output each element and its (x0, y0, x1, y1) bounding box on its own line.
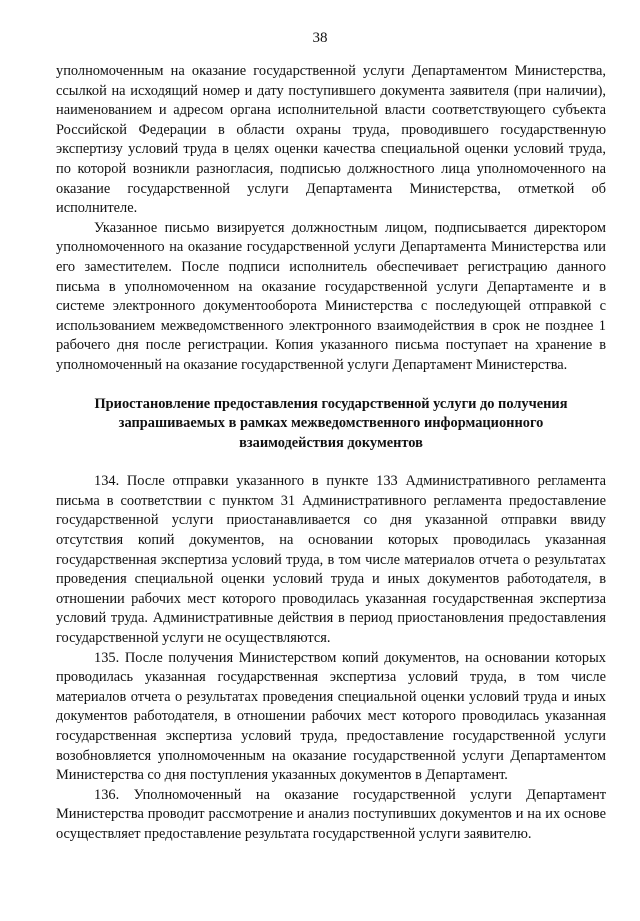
paragraph-continuation: уполномоченным на оказание государственной услуги Департаментом Министерства, ссылкой на исходящий номер и дату поступившего документа заявителя (при наличии), наименованием и адресом органа исполнительной власти соответствующего субъекта Российской Федерации в области охраны труда, проводившего государственную экспертизу условий труда в целях оценки качества специальной оценки условий труда, по которой возникли разногласия, подписью должностного лица уполномоченного на оказание государственной услуги Департамента Министерства, отметкой об исполнителе. (56, 63, 606, 217)
paragraph-134: 134. После отправки указанного в пункте 133 Административного регламента письма в соответствии с пунктом 31 Административного регламента предоставление государственной услуги приостанавливается со дня указанной отправки ввиду отсутствия копий документов, на основании которых проводилась указанная государственная экспертиза условий труда, в том числе материалов отчета о результатах проведения специальной оценки условий труда и иных документов работодателя, в отношении рабочих мест которого проводилась указанная государственная экспертиза условий труда. Административные действия в период приостановления предоставления государственной услуги не осуществляются. (56, 473, 606, 647)
paragraph-letter-approval: Указанное письмо визируется должностным лицом, подписывается директором уполномоченного на оказание государственной услуги Департамента Министерства или его заместителем. После подписи исполнитель обеспечивает регистрацию данного письма в уполномоченном на оказание государственной услуги Департаменте и в системе электронного документооборота Министерства с последующей отправкой с использованием межведомственного электронного взаимодействия в срок не позднее 1 рабочего дня после регистрации. Копия указанного письма поступает на хранение в уполномоченный на оказание государственной услуги Департамент Министерства. (56, 219, 606, 373)
paragraph-135: 135. После получения Министерством копий документов, на основании которых проводилась указанная государственная экспертиза условий труда, в том числе материалов отчета о результатах проведения специальной оценки условий труда и иных документов работодателя, в отношении рабочих мест которого проводилась указанная государственная экспертиза условий труда, предоставление государственной услуги возобновляется уполномоченным на оказание государственной услуги Департаментом Министерства со дня поступления указанных документов в Департамент. (56, 649, 606, 784)
paragraph-136: 136. Уполномоченный на оказание государственной услуги Департамент Министерства проводит рассмотрение и анализ поступивших документов и на их основе осуществляет предоставление результата государственной услуги заявителю. (56, 786, 606, 842)
page-number: 38 (312, 30, 328, 46)
document-body (56, 62, 606, 845)
section-heading: Приостановление предоставления государственной услуги до получения запрашиваемых в рамках межведомственного информационного взаимодействия документов (94, 395, 568, 451)
